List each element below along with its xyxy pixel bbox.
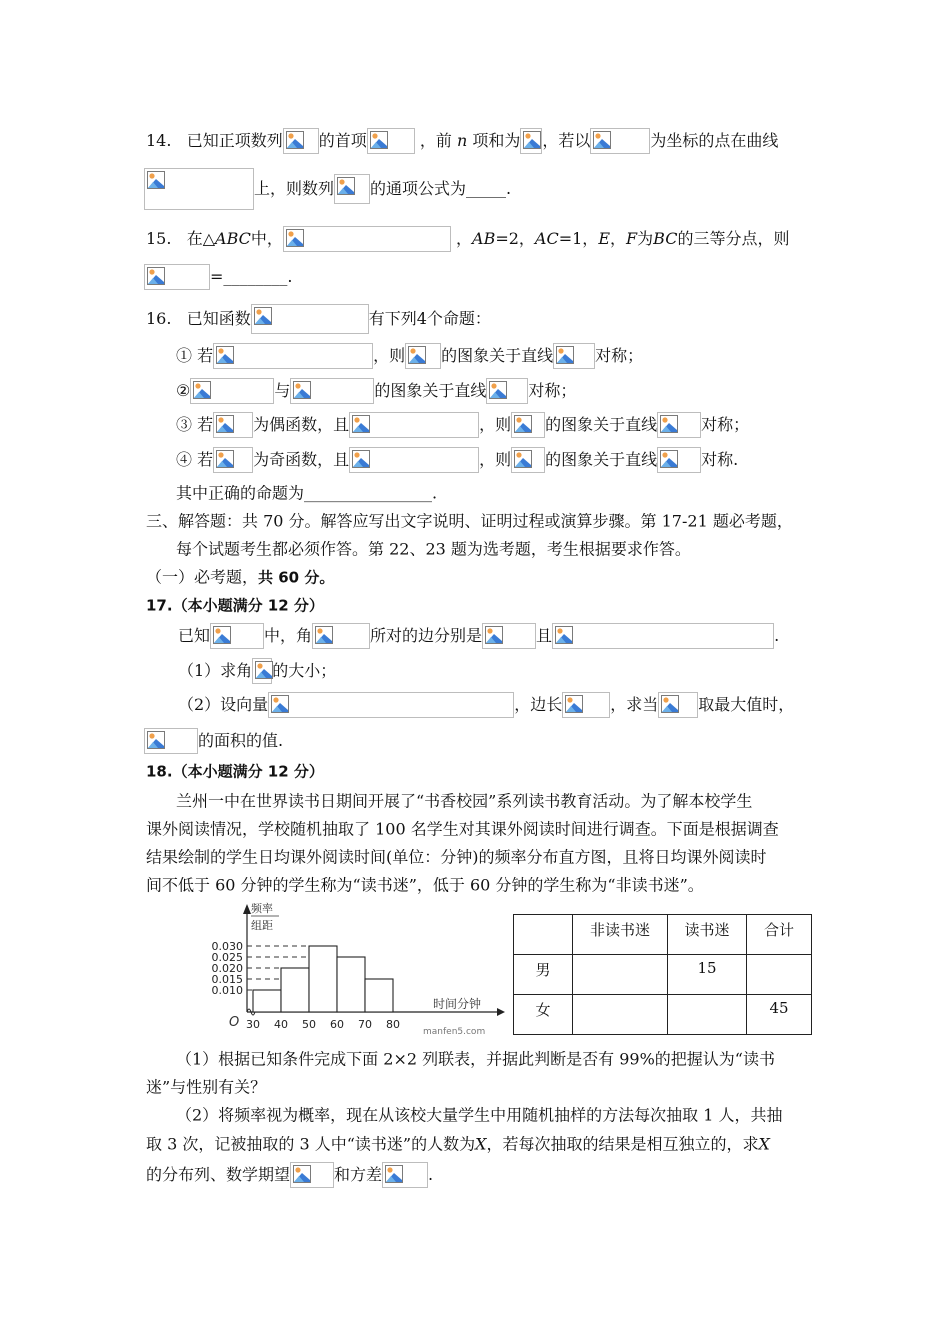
broken-image-icon xyxy=(514,450,532,468)
broken-image-icon xyxy=(593,131,611,149)
table-cell xyxy=(573,955,668,995)
section3-line1: 三、解答题：共 70 分。解答应写出文字说明、证明过程或演算步骤。第 17-21 题必考题， xyxy=(146,511,793,531)
q18-part1-line2: 迷”与性别有关？ xyxy=(146,1077,267,1097)
table-row xyxy=(514,995,812,1035)
y-tick-label: 0.025 xyxy=(211,951,243,964)
q15-line1: 15. 在△ABC中， ，AB=2，AC=1，E，F为BC的三等分点，则 xyxy=(146,226,789,252)
q17-stem: 已知 中，角 所对的边分别是 且 . xyxy=(178,623,779,649)
formula-image xyxy=(552,623,774,649)
broken-image-icon xyxy=(254,307,272,325)
q18-part2-line2: 取 3 次，记被抽取的 3 人中“读书迷”的人数为X，若每次抽取的结果是相互独立的，求X xyxy=(146,1134,770,1154)
x-label: 时间分钟 xyxy=(433,997,482,1011)
broken-image-icon xyxy=(661,695,679,713)
formula-image xyxy=(349,412,479,438)
formula-image xyxy=(210,623,264,649)
q16-prop2: ② 与 的图象关于直线 对称； xyxy=(176,378,576,404)
broken-image-icon xyxy=(255,661,273,679)
table-cell xyxy=(668,995,747,1035)
broken-image-icon xyxy=(293,1165,311,1183)
broken-image-icon xyxy=(216,450,234,468)
q17-heading: 17.（本小题满分 12 分） xyxy=(146,596,324,615)
x-tick-label: 40 xyxy=(274,1018,288,1031)
q16-answer: 其中正确的命题为________________. xyxy=(176,483,438,503)
q16-prop1: ① 若 ，则 的图象关于直线 对称； xyxy=(176,343,643,369)
formula-image xyxy=(144,264,210,290)
formula-image xyxy=(657,447,701,473)
q18-para-2: 课外阅读情况，学校随机抽取了 100 名学生对其课外阅读时间进行调查。下面是根据调查 xyxy=(146,819,779,839)
broken-image-icon xyxy=(286,131,304,149)
broken-image-icon xyxy=(271,695,289,713)
q17-part2: （2）设向量 ，边长 ，求当 取最大值时， xyxy=(178,692,794,718)
table-cell: 女 xyxy=(514,995,573,1035)
formula-image xyxy=(213,412,253,438)
table-header-cell: 非读书迷 xyxy=(573,915,668,955)
q18-heading: 18.（本小题满分 12 分） xyxy=(146,762,324,781)
formula-image xyxy=(312,623,370,649)
formula-image xyxy=(482,623,536,649)
q18-part2-line1: （2）将频率视为概率，现在从该校大量学生中用随机抽样的方法每次抽取 1 人，共抽 xyxy=(176,1105,783,1125)
x-tick-label: 70 xyxy=(358,1018,372,1031)
q18-para-3: 结果绘制的学生日均课外阅读时间(单位：分钟)的频率分布直方图，且将日均课外阅读时 xyxy=(146,847,767,867)
broken-image-icon xyxy=(213,626,231,644)
formula-image xyxy=(213,447,253,473)
formula-image xyxy=(367,128,415,154)
y-label-top: 频率 xyxy=(251,902,273,915)
section3-sub: （一）必考题，共 60 分。 xyxy=(146,567,335,587)
formula-image xyxy=(190,378,274,404)
y-axis-arrow xyxy=(243,904,251,914)
q18-para-1: 兰州一中在世界读书日期间开展了“书香校园”系列读书教育活动。为了解本校学生 xyxy=(176,791,753,811)
y-label-bottom: 组距 xyxy=(251,919,273,932)
q14-line1: 14. 已知正项数列 的首项 ，前 n 项和为 ，若以 为坐标的点在曲线 xyxy=(146,128,778,154)
histogram-bar xyxy=(337,957,365,1012)
broken-image-icon xyxy=(370,131,388,149)
formula-image xyxy=(144,728,198,754)
q16-prop3: ③ 若 为偶函数，且 ，则 的图象关于直线 对称； xyxy=(176,412,749,438)
formula-image xyxy=(382,1162,428,1188)
y-tick-label: 0.020 xyxy=(211,962,243,975)
q14-line2: 上，则数列 的通项公式为_____. xyxy=(144,168,511,210)
broken-image-icon xyxy=(489,381,507,399)
x-tick-label: 80 xyxy=(386,1018,400,1031)
table-header-row xyxy=(514,915,812,955)
formula-image xyxy=(283,128,319,154)
q18-part1-line1: （1）根据已知条件完成下面 2×2 列联表，并据此判断是否有 99%的把握认为“读书 xyxy=(176,1049,775,1069)
formula-image xyxy=(511,447,545,473)
broken-image-icon xyxy=(555,626,573,644)
y-tick-label: 0.015 xyxy=(211,973,243,986)
q18-para-4: 间不低于 60 分钟的学生称为“读书迷”，低于 60 分钟的学生称为“非读书迷”。 xyxy=(146,875,704,895)
broken-image-icon xyxy=(514,415,532,433)
formula-image xyxy=(334,174,370,204)
broken-image-icon xyxy=(408,346,426,364)
contingency-table xyxy=(513,914,812,1035)
table-cell xyxy=(747,955,812,995)
broken-image-icon xyxy=(147,731,165,749)
origin-label: O xyxy=(229,1015,240,1030)
broken-image-icon xyxy=(485,626,503,644)
formula-image xyxy=(213,343,373,369)
q16-stem: 16. 已知函数 有下列4个命题： xyxy=(146,304,491,334)
q17-part1: （1）求角 的大小； xyxy=(178,658,336,684)
broken-image-icon xyxy=(293,381,311,399)
broken-image-icon xyxy=(147,171,165,189)
q16-prop4: ④ 若 为奇函数，且 ，则 的图象关于直线 对称. xyxy=(176,447,738,473)
table-header-cell: 读书迷 xyxy=(668,915,747,955)
formula-image xyxy=(283,226,451,252)
formula-image xyxy=(252,658,272,684)
broken-image-icon xyxy=(216,346,234,364)
table-row xyxy=(514,955,812,995)
formula-image xyxy=(486,378,528,404)
broken-image-icon xyxy=(660,450,678,468)
formula-image xyxy=(144,168,254,210)
formula-image xyxy=(290,1162,334,1188)
histogram-bar xyxy=(253,990,281,1012)
broken-image-icon xyxy=(193,381,211,399)
formula-image xyxy=(590,128,650,154)
formula-image xyxy=(553,343,595,369)
histogram-bar xyxy=(281,968,309,1012)
table-cell: 15 xyxy=(668,955,747,995)
frequency-histogram xyxy=(205,898,515,1038)
broken-image-icon xyxy=(385,1165,403,1183)
broken-image-icon xyxy=(286,229,304,247)
formula-image xyxy=(290,378,374,404)
x-tick-label: 60 xyxy=(330,1018,344,1031)
q14-number: 14. xyxy=(146,131,172,150)
table-header-cell xyxy=(514,915,573,955)
broken-image-icon xyxy=(147,267,165,285)
watermark: manfen5.com xyxy=(423,1027,486,1037)
broken-image-icon xyxy=(352,450,370,468)
x-tick-label: 30 xyxy=(246,1018,260,1031)
broken-image-icon xyxy=(556,346,574,364)
broken-image-icon xyxy=(660,415,678,433)
q18-part2-line3: 的分布列、数学期望 和方差 . xyxy=(146,1162,433,1188)
formula-image xyxy=(405,343,441,369)
broken-image-icon xyxy=(315,626,333,644)
table-header-cell: 合计 xyxy=(747,915,812,955)
formula-image xyxy=(268,692,514,718)
broken-image-icon xyxy=(352,415,370,433)
histogram-bar xyxy=(309,946,337,1012)
formula-image xyxy=(520,128,542,154)
y-tick-label: 0.030 xyxy=(211,940,243,953)
q17-part2-end: 的面积的值. xyxy=(144,728,283,754)
table-cell xyxy=(573,995,668,1035)
broken-image-icon xyxy=(216,415,234,433)
y-tick-label: 0.010 xyxy=(211,984,243,997)
broken-image-icon xyxy=(523,131,541,149)
histogram-bar xyxy=(365,979,393,1012)
formula-image xyxy=(511,412,545,438)
formula-image xyxy=(349,447,479,473)
section3-line2: 每个试题考生都必须作答。第 22、23 题为选考题，考生根据要求作答。 xyxy=(176,539,691,559)
table-cell: 45 xyxy=(747,995,812,1035)
q15-line2: =________. xyxy=(144,264,293,290)
formula-image xyxy=(658,692,698,718)
formula-image xyxy=(562,692,610,718)
x-tick-label: 50 xyxy=(302,1018,316,1031)
x-axis-arrow xyxy=(497,1008,505,1016)
formula-image xyxy=(657,412,701,438)
broken-image-icon xyxy=(337,177,355,195)
formula-image xyxy=(251,304,369,334)
broken-image-icon xyxy=(565,695,583,713)
table-cell: 男 xyxy=(514,955,573,995)
